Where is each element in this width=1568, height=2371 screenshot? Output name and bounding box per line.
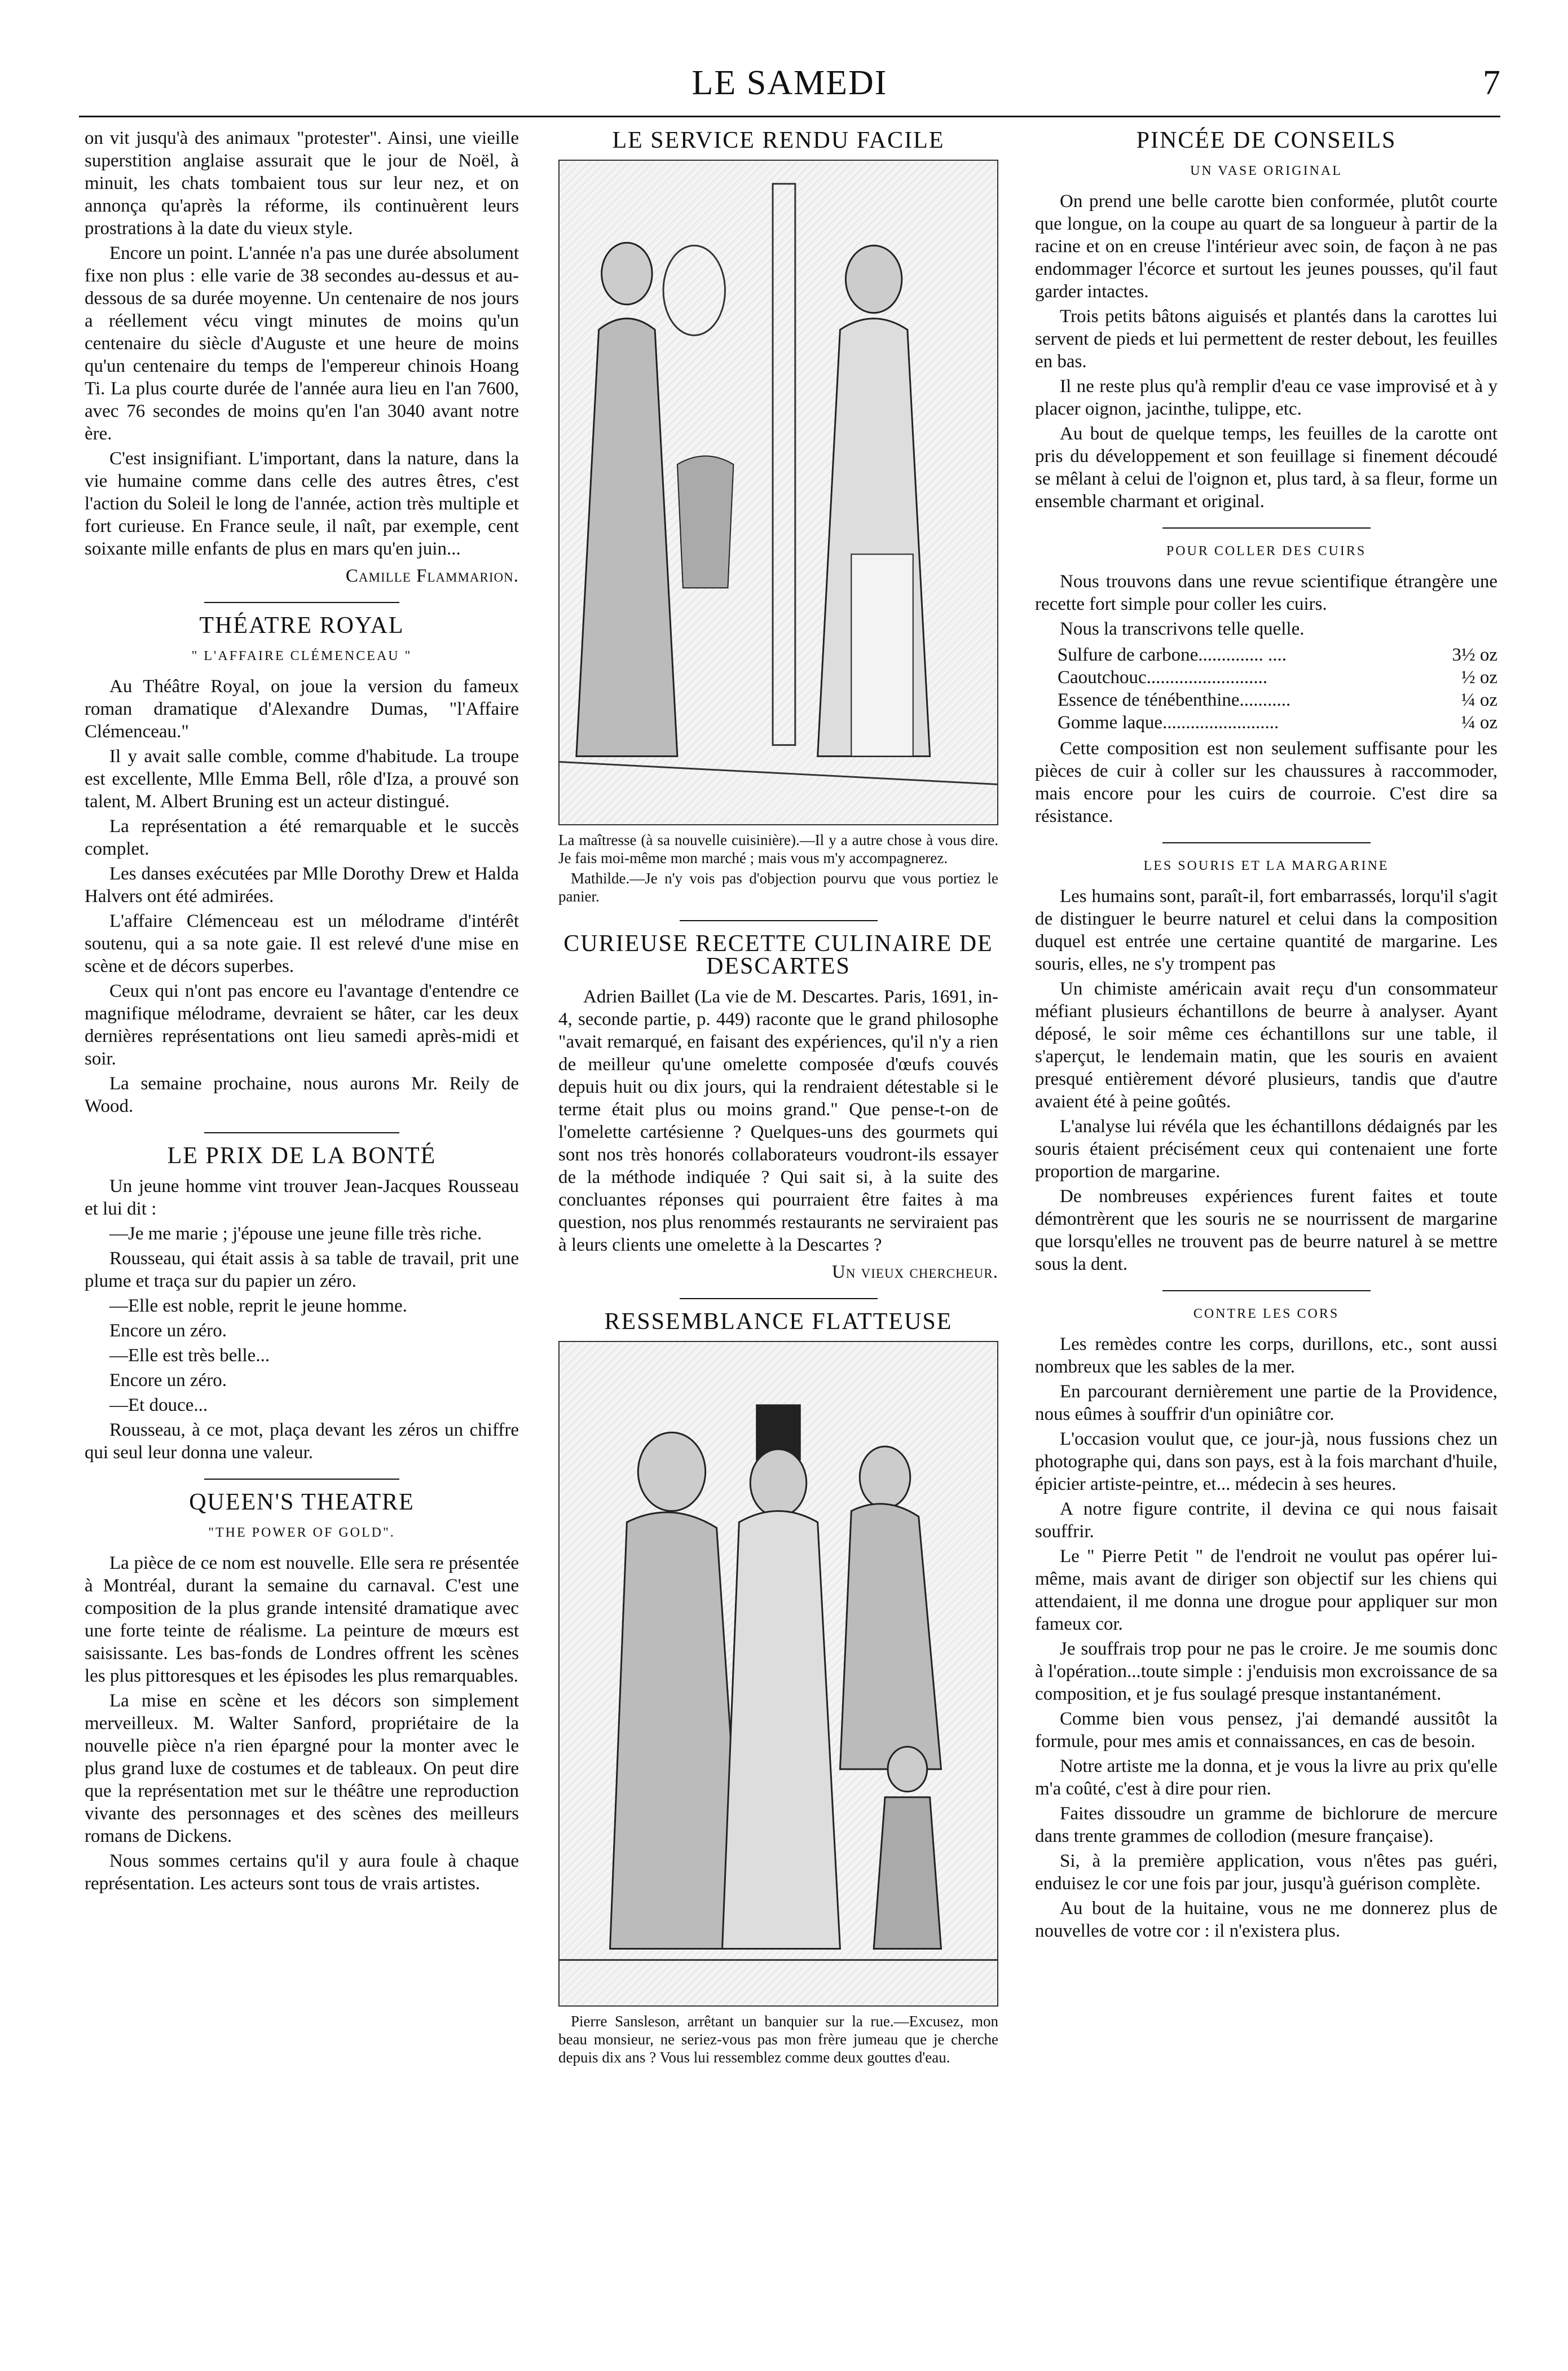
paragraph: Adrien Baillet (La vie de M. Descartes. Paris, 1691, in-4, seconde partie, p. 449) raconte que le grand philosophe "avait remarqué, en faisant des expériences, qu'il n'y a rien de meilleur qu'une omelette composée d'œufs couvés depuis huit ou dix jours, qui la rendraient détestable si le terme était plus ou moins grand." Que pense-t-on de l'omelette cartésienne ? Quelques-uns des gourmets qui sont nos très honorés collaborateurs voudront-ils essayer de la méthode indiquée ? Qui sait si, à la suite des concluantes réponses qui pourraient être faites à ma question, nos plus renommés restaurants ne serviraient pas à leurs clients une omelette à la Descartes ?: [558, 987, 998, 1255]
paragraph: Notre artiste me la donna, et je vous la livre au prix qu'elle m'a coûté, c'est à dire pour rien.: [1035, 1756, 1497, 1799]
divider: [680, 1298, 878, 1299]
paragraph: Rousseau, qui était assis à sa table de travail, prit une plume et traça sur du papier un zéro.: [85, 1248, 519, 1291]
ingredient-qty: ½ oz: [1461, 667, 1497, 688]
ingredient-row: [1058, 644, 1497, 666]
section-title-recette: CURIEUSE RECETTE CULINAIRE DE DESCARTES: [563, 931, 993, 979]
illustration-caption: Mathilde.—Je n'y vois pas d'objection pourvu que vous portiez le panier.: [558, 870, 998, 905]
paragraph: A notre figure contrite, il devina ce qui nous faisait souffrir.: [1035, 1499, 1497, 1542]
engraving-street-figures-icon: [560, 1342, 997, 2005]
paragraph: Il ne reste plus qu'à remplir d'eau ce vase improvisé et à y placer oignon, jacinthe, tulippe, etc.: [1035, 376, 1497, 419]
paragraph: Les danses exécutées par Mlle Dorothy Drew et Halda Halvers ont été admirées.: [85, 864, 519, 907]
paragraph: Si, à la première application, vous n'êtes pas guéri, enduisez le cor une fois par jour, jusqu'à guérison complète.: [1035, 1851, 1497, 1894]
header-rule: [79, 116, 1500, 117]
ingredient-name: Gomme laque.........................: [1058, 712, 1279, 733]
paragraph: En parcourant dernièrement une partie de la Providence, nous eûmes à souffrir d'un opiniâtre cor.: [1035, 1382, 1497, 1424]
paragraph: —Je me marie ; j'épouse une jeune fille très riche.: [109, 1224, 482, 1244]
column-right: [1035, 127, 1497, 1945]
paragraph: Les humains sont, paraît-il, fort embarrassés, lorqu'il s'agit de distinguer le beurre naturel et celui dans la composition duquel est entrée une certaine quantité de margarine. Les souris, elles, ne s'y trompent pas: [1035, 886, 1497, 974]
paragraph: Rousseau, à ce mot, plaça devant les zéros un chiffre qui seul leur donna une valeur.: [85, 1420, 519, 1463]
illustration-caption: Pierre Sansleson, arrêtant un banquier sur la rue.—Excusez, mon beau monsieur, ne seriez-vous pas mon frère jumeau que je cherche depuis dix ans ? Vous lui ressemblez comme deux gouttes d'eau.: [558, 2013, 998, 2066]
section-subtitle: "THE POWER OF GOLD".: [208, 1525, 395, 1540]
section-title-pincee: PINCÉE DE CONSEILS: [1136, 127, 1397, 153]
column-left: [85, 127, 519, 1897]
paragraph: L'affaire Clémenceau est un mélodrame d'intérêt soutenu, qui a sa note gaie. Il est relevé d'une mise en scène et de décors superbes.: [85, 911, 519, 976]
ingredient-qty: ¼ oz: [1461, 690, 1497, 710]
section-subtitle: LES SOURIS ET LA MARGARINE: [1143, 859, 1389, 873]
paragraph: —Elle est très belle...: [109, 1345, 270, 1366]
paragraph: Au bout de quelque temps, les feuilles de la carotte ont pris du développement et son feuillage si finement découdé se mêlant à celui de l'oignon et, plus tard, à sa fleur, forme un ensemble charmant et original.: [1035, 424, 1497, 512]
page-number: 7: [1483, 64, 1500, 102]
paragraph: C'est insignifiant. L'important, dans la nature, dans la vie humaine comme dans celle des autres êtres, c'est l'action du Soleil le long de l'année, action très multiple et fort curieuse. En France seule, il naît, par exemple, cent soixante mille enfants de plus en mars qu'en juin...: [85, 448, 519, 559]
newspaper-title: LE SAMEDI: [691, 64, 888, 102]
paragraph: Encore un point. L'année n'a pas une durée absolument fixe non plus : elle varie de 38 secondes au-dessus et au-dessous de sa durée moyenne. Un centenaire de nos jours a réellement vécu vingt minutes de moins qu'un centenaire du siècle d'Auguste et une heure de moins qu'un centenaire du temps de l'empereur chinois Hoang Ti. La plus courte durée de l'année aura lieu en l'an 7600, avec 76 secondes de moins qu'en l'an 3040 avant notre ère.: [85, 243, 519, 444]
paragraph: Il y avait salle comble, comme d'habitude. La troupe est excellente, Mlle Emma Bell, rôle d'Iza, a prouvé son talent, M. Albert Bruning est un acteur distingué.: [85, 746, 519, 812]
paragraph: Encore un zéro.: [109, 1321, 227, 1341]
paragraph: La mise en scène et les décors son simplement merveilleux. M. Walter Sanford, propriétaire de la nouvelle pièce n'a rien épargné pour la monter avec le plus grand luxe de costumes et de tableaux. On peut dire que la représentation met sur le théâtre une reproduction vivante des personnages et des scènes des meilleurs romans de Dickens.: [85, 1691, 519, 1846]
section-title-service: LE SERVICE RENDU FACILE: [612, 127, 945, 153]
paragraph: L'occasion voulut que, ce jour-jà, nous fussions chez un photographe qui, dans son pays, est à la fois marchant d'huile, épicier artiste-peintre, et... médecin à ses heures.: [1035, 1429, 1497, 1494]
paragraph: Encore un zéro.: [109, 1370, 227, 1391]
ingredient-row: [1058, 711, 1497, 734]
paragraph: On prend une belle carotte bien conformée, plutôt courte que longue, on la coupe au quart de sa longueur à partir de la racine et on en creuse l'intérieur avec soin, de façon à ne pas endommager l'écorce et surtout les jeunes pousses, qu'il faut garder intactes.: [1035, 191, 1497, 302]
section-subtitle: UN VASE ORIGINAL: [1190, 164, 1342, 178]
section-title-theatre-royal: THÉATRE ROYAL: [199, 613, 404, 639]
column-center: [558, 127, 998, 2069]
divider: [1162, 1290, 1371, 1291]
ingredient-row: [1058, 666, 1497, 689]
paragraph: La représentation a été remarquable et le succès complet.: [85, 816, 519, 859]
paragraph: on vit jusqu'à des animaux "protester". Ainsi, une vieille superstition anglaise assurait que le jour de Noël, à minuit, les chats tombaient tous sur leur nez, et on annonça qu'après la réforme, ils continuèrent leurs prostrations à la date du vieux style.: [85, 128, 519, 239]
page-header: [79, 63, 1500, 120]
section-title-queens-theatre: QUEEN'S THEATRE: [189, 1489, 415, 1515]
paragraph: Au bout de la huitaine, vous ne me donnerez plus de nouvelles de votre cor : il n'existera plus.: [1035, 1898, 1497, 1941]
paragraph: Nous sommes certains qu'il y aura foule à chaque représentation. Les acteurs sont tous de vrais artistes.: [85, 1851, 519, 1894]
ingredient-qty: ¼ oz: [1461, 712, 1497, 733]
signature: Camille Flammarion.: [345, 566, 519, 586]
paragraph: Comme bien vous pensez, j'ai demandé aussitôt la formule, pour mes amis et connaissances, en cas de besoin.: [1035, 1709, 1497, 1752]
illustration-caption: La maîtresse (à sa nouvelle cuisinière).—Il y a autre chose à vous dire. Je fais moi-même mon marché ; mais vous m'y accompagnerez.: [558, 832, 998, 866]
paragraph: Faites dissoudre un gramme de bichlorure de mercure dans trente grammes de collodion (mesure française).: [1035, 1803, 1497, 1846]
paragraph: De nombreuses expériences furent faites et toute démontrèrent que les souris ne se nourrissent de margarine que lorsqu'elles ne trouvent pas de beurre naturel à se mettre sous la dent.: [1035, 1186, 1497, 1274]
illustration-maid-and-mistress: [558, 160, 998, 825]
divider: [204, 1479, 400, 1480]
signature: Un vieux chercheur.: [831, 1262, 998, 1282]
paragraph: Nous la transcrivons telle quelle.: [1060, 619, 1305, 639]
section-title-prix-bonte: LE PRIX DE LA BONTÉ: [167, 1143, 437, 1169]
paragraph: La semaine prochaine, nous aurons Mr. Reily de Wood.: [85, 1074, 519, 1116]
divider: [1162, 527, 1371, 529]
paragraph: La pièce de ce nom est nouvelle. Elle sera re présentée à Montréal, durant la semaine du carnaval. C'est une composition de la plus grande intensité dramatique avec une forte teinte de réalisme. La peinture de mœurs est saisissante. Les bas-fonds de Londres offrent les scènes les plus pittoresques et les épisodes les plus remarquables.: [85, 1553, 519, 1686]
section-subtitle: POUR COLLER DES CUIRS: [1166, 544, 1367, 558]
paragraph: Au Théâtre Royal, on joue la version du fameux roman dramatique d'Alexandre Dumas, "l'Affaire Clémenceau.": [85, 676, 519, 742]
ingredient-name: Sulfure de carbone.............. ....: [1058, 645, 1287, 665]
divider: [204, 602, 400, 603]
divider: [680, 920, 878, 921]
divider: [1162, 842, 1371, 843]
paragraph: Cette composition est non seulement suffisante pour les pièces de cuir à coller sur les chaussures à raccommoder, mais encore pour les cuirs de courroie. C'est dire sa résistance.: [1035, 738, 1497, 826]
section-subtitle: " L'AFFAIRE CLÉMENCEAU ": [191, 649, 412, 663]
paragraph: Trois petits bâtons aiguisés et plantés dans la carottes lui servent de pieds et lui permettent de rester debout, les feuilles en bas.: [1035, 306, 1497, 372]
paragraph: Le " Pierre Petit " de l'endroit ne voulut pas opérer lui-même, mais avant de diriger son objectif sur les chiens qui attendaient, il me donna une drogue pour appliquer sur mon fameux cor.: [1035, 1546, 1497, 1634]
paragraph: —Et douce...: [109, 1395, 208, 1415]
paragraph: Je souffrais trop pour ne pas le croire. Je me soumis donc à l'opération...toute simple : j'enduisis mon excroissance de sa composition, et je fus soulagé presque instantanément.: [1035, 1639, 1497, 1704]
paragraph: L'analyse lui révéla que les échantillons dédaignés par les souris étaient précisément ceux qui contenaient une forte proportion de margarine.: [1035, 1116, 1497, 1182]
paragraph: —Elle est noble, reprit le jeune homme.: [109, 1296, 407, 1316]
ingredient-row: [1058, 689, 1497, 711]
section-subtitle: CONTRE LES CORS: [1193, 1307, 1340, 1321]
section-title-ressemblance: RESSEMBLANCE FLATTEUSE: [604, 1309, 953, 1335]
ingredient-qty: 3½ oz: [1452, 645, 1497, 665]
engraving-figures-icon: [560, 161, 997, 824]
paragraph: Ceux qui n'ont pas encore eu l'avantage d'entendre ce magnifique mélodrame, devraient se hâter, car les deux dernières représentations ont lieu samedi après-midi et soir.: [85, 981, 519, 1069]
divider: [204, 1132, 400, 1133]
ingredient-name: Essence de ténébenthine...........: [1058, 690, 1291, 710]
paragraph: Les remèdes contre les corps, durillons, etc., sont aussi nombreux que les sables de la mer.: [1035, 1334, 1497, 1377]
ingredient-list: [1058, 644, 1497, 734]
paragraph: Un chimiste américain avait reçu d'un consommateur méfiant plusieurs échantillons de beurre à analyser. Ayant déposé, le soir même ces échantillons sur une table, il s'aperçut, le lendemain matin, que les souris en avaient presqué entièrement dévoré plusieurs, tandis que d'autre avaient été à peine goûtés.: [1035, 979, 1497, 1112]
illustration-street-scene: [558, 1341, 998, 2007]
ingredient-name: Caoutchouc..........................: [1058, 667, 1268, 688]
paragraph: Nous trouvons dans une revue scientifique étrangère une recette fort simple pour coller les cuirs.: [1035, 571, 1497, 614]
paragraph: Un jeune homme vint trouver Jean-Jacques Rousseau et lui dit :: [85, 1176, 519, 1219]
